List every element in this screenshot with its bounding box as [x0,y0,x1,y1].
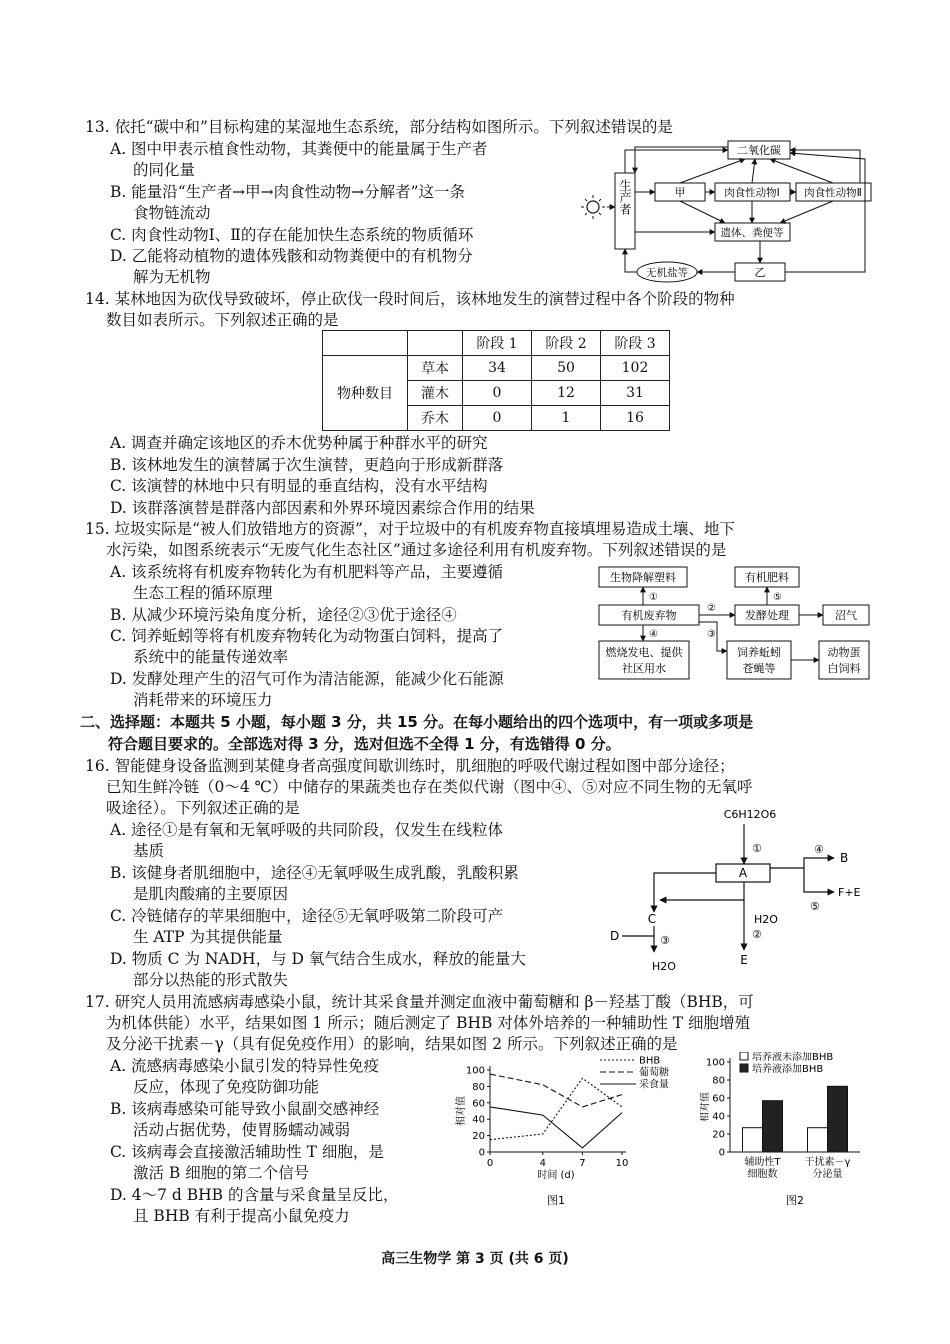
category-label: 分泌量 [812,1169,843,1180]
q16-stem-line2: 已知生鲜冷链（0～4 ℃）中储存的果蔬类也存在类似代谢（图中④、⑤对应不同生物的无氧呼 [106,778,753,796]
carnivore1-label: 肉食性动物Ⅰ [724,187,780,199]
y-tick-label: 80 [712,1075,725,1087]
q15-option-d: D. 发酵处理产生的沼气可作为清洁能源，能减少化石能源 [110,670,504,688]
legend-swatch [740,1064,748,1072]
path-5-label: ⑤ [810,900,820,913]
legend-label: 培养液添加BHB [752,1064,824,1075]
category-label: 干扰素－γ [804,1157,851,1168]
bar-2-2 [828,1086,848,1152]
bar-1-1 [743,1128,763,1152]
remains-label: 遗体、粪便等 [720,227,784,239]
table-cell: 50 [532,356,601,381]
path-2-label: ② [752,928,762,941]
figure-2-bar-chart [700,1052,875,1212]
q15-option-b: B. 从减少环境污染角度分析，途径②③优于途径④ [110,606,457,624]
chart-title: 图2 [786,1194,804,1207]
burn-label-1: 燃烧发电、提供 [605,646,683,659]
q17-option-b-cont: 活动占据优势，使胃肠蠕动减弱 [133,1121,351,1139]
y-tick-label: 20 [712,1129,725,1141]
glucose-label: C6H12O6 [723,808,777,821]
product-fe-label: F+E [838,886,861,899]
q15-option-c: C. 饲养蚯蚓等将有机废弃物转化为动物蛋白饲料，提高了 [110,627,504,645]
y-tick-label: 100 [465,1065,485,1077]
q15-option-a-cont: 生态工程的循环原理 [133,584,273,602]
q14-option-c: C. 该演替的林地中只有明显的垂直结构，没有水平结构 [110,477,488,495]
yi-label: 乙 [754,266,766,279]
path-5-label: ⑤ [773,592,782,603]
q13-stem: 13. 依托“碳中和”目标构建的某湿地生态系统，部分结构如图所示。下列叙述错误的是 [85,118,673,136]
q15-option-a: A. 该系统将有机废弃物转化为有机肥料等产品，主要遵循 [110,563,504,581]
legend-swatch [740,1052,748,1060]
legend-label: 采食量 [639,1079,669,1091]
table-cell: 12 [532,381,601,406]
q13-option-c: C. 肉食性动物Ⅰ、Ⅱ的存在能加快生态系统的物质循环 [110,226,474,244]
q16-option-d: D. 物质 C 为 NADH，与 D 氧气结合生成水，释放的能量大 [110,950,526,968]
y-tick-label: 40 [712,1111,725,1123]
table-cell: 102 [601,356,670,381]
feed-label-1: 动物蛋 [827,646,861,659]
q15-option-d-cont: 消耗带来的环境压力 [133,691,273,709]
q15-stem-line1: 15. 垃圾实际是“被人们放错地方的资源”，对于垃圾中的有机废弃物直接填埋易造成土壤、地下 [85,520,735,538]
sun-icon [581,195,605,219]
section2-heading-line2: 符合题目要求的。全部选对得 3 分，选对但选不全得 1 分，有选错得 0 分。 [108,735,621,753]
legend-label: 培养液未添加BHB [752,1052,834,1063]
y-axis-label: 相对值 [700,1092,711,1122]
table-row-header: 物种数目 [323,356,408,431]
q13-option-b-cont: 食物链流动 [133,204,211,222]
product-c-label: C [647,912,657,926]
q15-waste-diagram [597,565,872,683]
q17-stem-line1: 17. 研究人员用流感病毒感染小鼠，统计其采食量并测定血液中葡萄糖和 β－羟基丁酸（BHB，可 [85,993,754,1011]
q17-option-c: C. 该病毒会直接激活辅助性 T 细胞，是 [110,1143,384,1161]
x-tick-label: 4 [539,1158,546,1169]
path-4-label: ④ [814,843,824,856]
q16-option-b-cont: 是肌肉酸痛的主要原因 [133,885,289,903]
plastic-label: 生物降解塑料 [610,571,676,584]
table-header: 阶段 3 [601,331,670,356]
y-tick-label: 80 [472,1081,485,1093]
salt-label: 无机盐等 [646,267,688,279]
q17-option-d: D. 4～7 d BHB 的含量与采食量呈反比， [110,1186,399,1204]
co2-label: 二氧化碳 [737,144,781,157]
ferment-label: 发酵处理 [745,609,789,622]
q17-option-a: A. 流感病毒感染小鼠引发的特异性免疫 [110,1057,380,1075]
path-3-label: ③ [660,934,670,947]
x-tick-label: 0 [486,1158,494,1169]
water-in-label: H2O [754,913,778,926]
q17-option-b: B. 该病毒感染可能导致小鼠副交感神经 [110,1100,380,1118]
producer-label: 生产者 [618,179,632,215]
q16-option-a: A. 途径①是有氧和无氧呼吸的共同阶段，仅发生在线粒体 [110,821,504,839]
bar-1-2 [763,1101,783,1152]
y-tick-label: 0 [718,1147,725,1159]
q16-option-b: B. 该健身者肌细胞中，途径④无氧呼吸生成乳酸，乳酸积累 [110,864,519,882]
waste-label: 有机废弃物 [621,609,677,622]
series-line-3 [490,1107,622,1148]
y-tick-label: 60 [712,1093,725,1105]
q16-stem-line1: 16. 智能健身设备监测到某健身者高强度间歇训练时，肌细胞的呼吸代谢过程如图中部分途径； [85,757,735,775]
path-1-label: ① [649,592,658,603]
q14-option-d: D. 该群落演替是群落内部因素和外界环境因素综合作用的结果 [110,499,535,517]
q14-option-b: B. 该林地发生的演替属于次生演替，更趋向于形成新群落 [110,456,504,474]
q15-option-c-cont: 系统中的能量传递效率 [133,648,289,666]
table-row-label: 灌木 [408,381,463,406]
q17-option-c-cont: 激活 B 细胞的第二个信号 [133,1164,310,1182]
legend-label: BHB [639,1055,661,1067]
q13-option-b: B. 能量沿“生产者→甲→肉食性动物→分解者”这一条 [110,183,466,201]
q16-option-c: C. 冷链储存的苹果细胞中，途径⑤无氧呼吸第二阶段可产 [110,907,504,925]
table-cell: 34 [463,356,532,381]
y-tick-label: 0 [478,1147,485,1159]
product-e-label: E [740,953,748,967]
q15-stem-line2: 水污染，如图系统表示“无废气化生态社区”通过多途径利用有机废弃物。下列叙述错误的是 [106,541,727,559]
q16-option-c-cont: 生 ATP 为其提供能量 [133,928,283,946]
path-2-label: ② [707,603,716,614]
water-out-label: H2O [652,960,676,973]
table-cell: 31 [601,381,670,406]
x-tick-label: 10 [615,1158,629,1169]
q16-option-a-cont: 基质 [133,842,165,860]
q13-option-a: A. 图中甲表示植食性动物，其粪便中的能量属于生产者 [110,140,488,158]
jia-label: 甲 [674,186,686,199]
substance-d-label: D [610,929,620,943]
q14-species-table [322,330,670,431]
q17-stem-line3: 及分泌干扰素－γ（具有促免疫作用）的影响，结果如图 2 所示。下列叙述正确的是 [106,1035,678,1053]
path-4-label: ④ [649,629,658,640]
q14-stem-line1: 14. 某林地因为砍伐导致破坏，停止砍伐一段时间后，该林地发生的演替过程中各个阶段的物种 [85,290,735,308]
y-tick-label: 20 [472,1131,485,1143]
table-cell: 0 [463,406,532,431]
worm-label-2: 苍蝇等 [742,662,776,675]
q14-stem-line2: 数目如表所示。下列叙述正确的是 [106,311,339,329]
path-1-label: ① [752,842,762,855]
bar-2-1 [808,1128,828,1152]
category-label: 辅助性T [744,1157,781,1168]
page-footer: 高三生物学 第 3 页 (共 6 页) [381,1251,569,1267]
table-cell: 0 [463,381,532,406]
table-cell: 1 [532,406,601,431]
q13-option-d: D. 乙能将动植物的遗体残骸和动物粪便中的有机物分 [110,247,473,265]
y-axis-label: 相对值 [456,1096,467,1126]
x-axis-label: 时间 (d) [537,1170,575,1181]
worm-label-1: 饲养蚯蚓 [737,646,781,659]
category-label: 细胞数 [747,1169,778,1180]
y-tick-label: 100 [705,1057,725,1069]
section2-heading-line1: 二、选择题：本题共 5 小题，每小题 3 分，共 15 分。在每小题给出的四个选项中，有一项或多项是 [80,713,754,731]
x-tick-label: 7 [579,1158,586,1169]
path-3-label: ③ [707,629,716,640]
y-tick-label: 40 [472,1114,485,1126]
legend-label: 葡萄糖 [639,1067,669,1079]
table-row-label: 草本 [408,356,463,381]
table-header: 阶段 2 [532,331,601,356]
fertilizer-label: 有机肥料 [745,571,789,584]
q16-option-d-cont: 部分以热能的形式散失 [133,971,289,989]
table-header: 阶段 1 [463,331,532,356]
q13-option-a-cont: 的同化量 [133,161,196,179]
carnivore2-label: 肉食性动物Ⅱ [804,187,862,199]
biogas-label: 沼气 [835,609,857,622]
figure-1-line-chart [450,1052,690,1212]
q13-ecosystem-diagram [575,135,875,287]
q16-respiration-diagram [604,800,866,978]
product-b-label: B [840,851,849,865]
q16-stem-line3: 吸途径）。下列叙述正确的是 [106,799,300,817]
q13-option-d-cont: 解为无机物 [133,268,211,286]
table-corner [323,331,408,356]
series-line-2 [490,1074,622,1107]
feed-label-2: 白饲料 [827,662,861,675]
q17-stem-line2: 为机体供能）水平，结果如图 1 所示；随后测定了 BHB 对体外培养的一种辅助性 T 细胞增殖 [106,1014,751,1032]
burn-label-2: 社区用水 [622,662,666,675]
y-tick-label: 60 [472,1098,485,1110]
box-a-label: A [738,866,748,880]
table-cell: 16 [601,406,670,431]
table-row-label: 乔木 [408,406,463,431]
q17-option-d-cont: 且 BHB 有利于提高小鼠免疫力 [133,1207,350,1225]
q14-option-a: A. 调查并确定该地区的乔木优势种属于种群水平的研究 [110,434,488,452]
chart-title: 图1 [547,1194,565,1207]
q17-option-a-cont: 反应，体现了免疫防御功能 [133,1078,320,1096]
table-corner-2 [408,331,463,356]
